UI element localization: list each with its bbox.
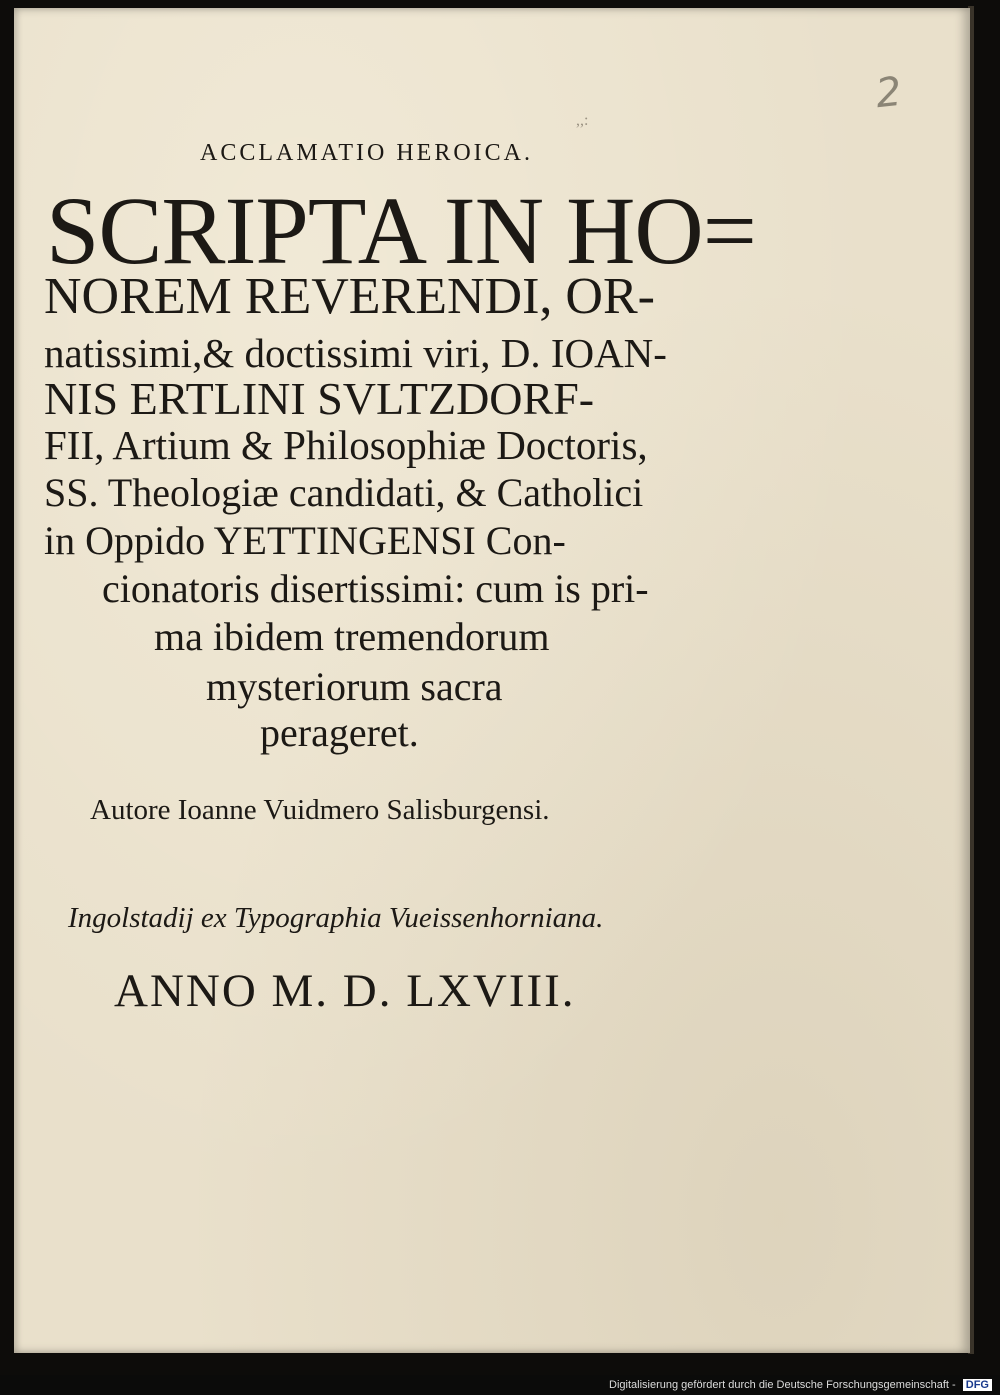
header-line: ACCLAMATIO HEROICA. [200,140,533,166]
title-line-1: SCRIPTA IN HO= [46,177,756,284]
title-line-4: NIS ERTLINI SVLTZDORF- [44,373,595,424]
title-line-2: NOREM REVERENDI, OR- [44,268,655,325]
ink-smudge: ,,: [576,112,589,129]
title-line-3: natissimi,& doctissimi viri, D. IOAN- [44,330,667,376]
digitization-credit [609,1379,992,1391]
year-line: ANNO M. D. LXVIII. [114,965,576,1017]
pencil-page-number: 2 [873,68,904,118]
credit-text: Digitalisierung gefördert durch die Deutsche Forschungsgemeinschaft - [609,1379,956,1391]
title-line-9: ma ibidem tremendorum [154,614,550,659]
imprint-line: Ingolstadij ex Typographia Vueissenhorniana. [68,902,604,934]
title-line-7: in Oppido YETTINGENSI Con- [44,518,566,563]
title-line-6: SS. Theologiæ candidati, & Catholici [44,470,644,515]
title-line-10: mysteriorum sacra [206,664,503,709]
title-line-5: FII, Artium & Philosophiæ Doctoris, [44,422,648,468]
title-line-8: cionatoris disertissimi: cum is pri- [102,566,649,611]
title-page [14,8,970,1353]
author-line: Autore Ioanne Vuidmero Salisburgensi. [90,794,550,826]
dfg-logo: DFG [963,1379,992,1391]
title-line-11: perageret. [260,710,419,755]
